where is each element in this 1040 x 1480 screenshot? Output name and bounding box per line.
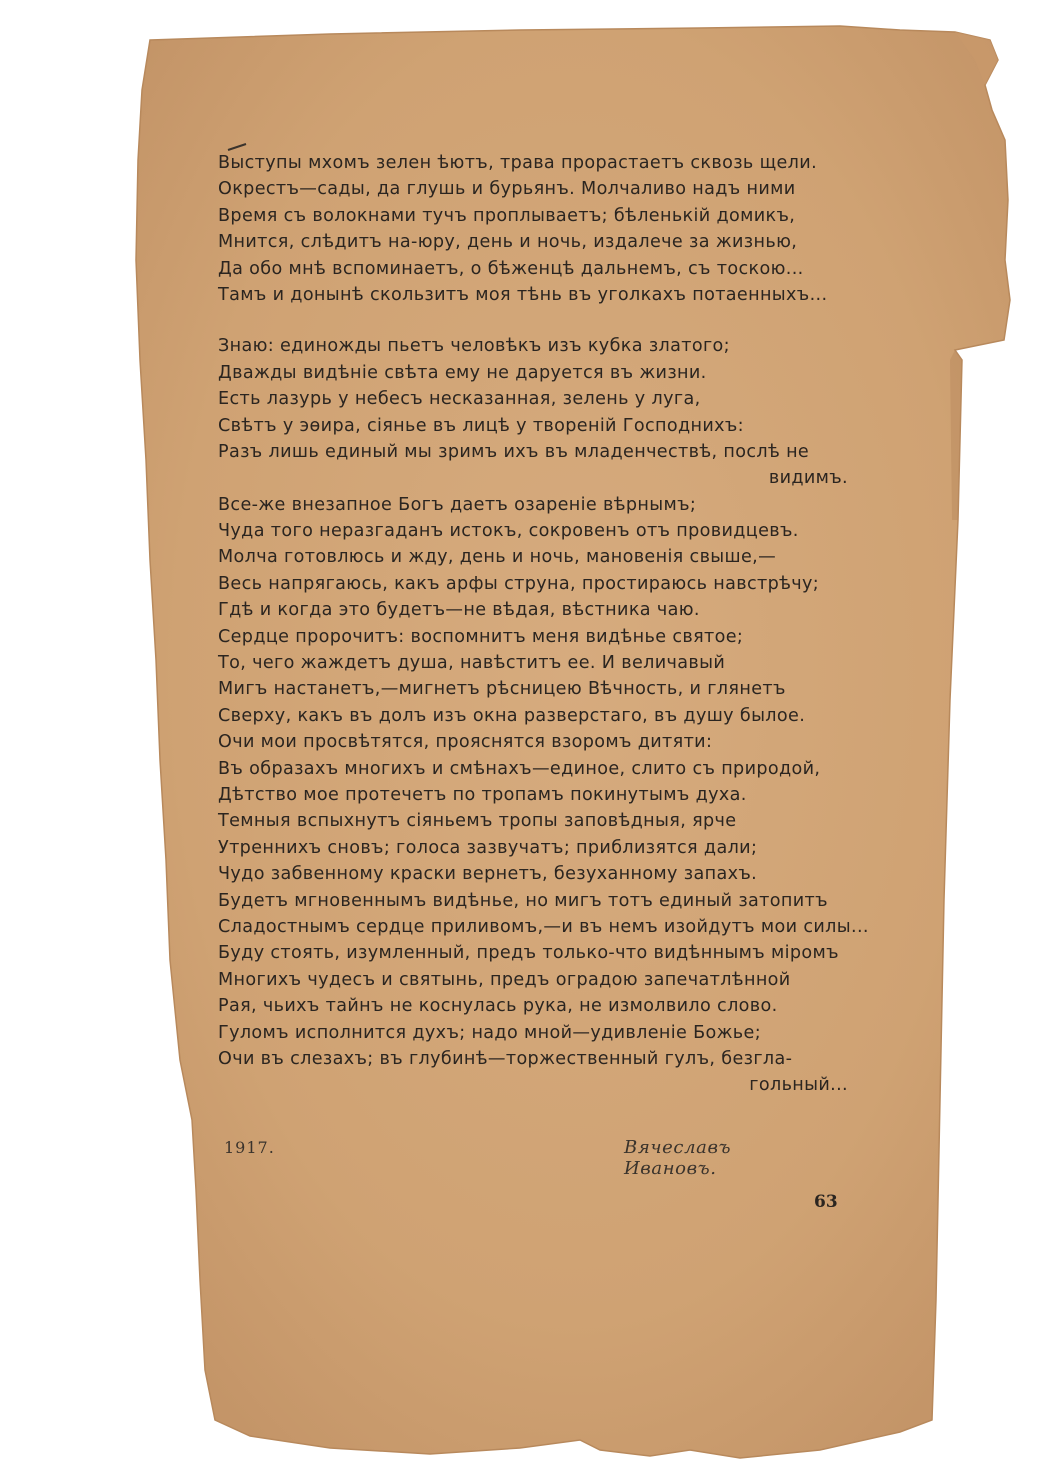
- poem-line: Чуда того неразгаданъ истокъ, сокровенъ отъ провидцевъ.: [218, 521, 799, 542]
- poem-line: Все-же внезапное Богъ даетъ озареніе вѣрнымъ;: [218, 494, 697, 515]
- poem-line: Очи въ слезахъ; въ глубинѣ—торжественный гулъ, безгла-: [218, 1048, 793, 1069]
- poem-line-continuation: видимъ.: [768, 468, 848, 489]
- poem-line: Есть лазурь у небесъ несказанная, зелень у луга,: [218, 389, 701, 410]
- poem-line: Весь напрягаюсь, какъ арфы струна, простираюсь навстрѣчу;: [218, 573, 820, 594]
- poem-line: Гуломъ исполнится духъ; надо мной—удивленіе Божье;: [218, 1022, 761, 1043]
- poem-line: Очи мои просвѣтятся, прояснятся взоромъ дитяти:: [218, 732, 713, 753]
- poem-line: Буду стоять, изумленный, предъ только-что видѣннымъ міромъ: [218, 943, 839, 964]
- poem-line: Да обо мнѣ вспоминаетъ, о бѣженцѣ дальнемъ, съ тоскою...: [218, 258, 804, 279]
- poem-line: Сладостнымъ сердце приливомъ,—и въ немъ изойдутъ мои силы...: [218, 916, 869, 937]
- poem-date: 1917.: [224, 1138, 275, 1157]
- poem-line: Время съ волокнами тучъ проплываетъ; бѣленькій домикъ,: [218, 205, 796, 226]
- poem-line: Будетъ мгновеннымъ видѣнье, но мигъ тотъ единый затопитъ: [218, 890, 828, 911]
- stanza-gap: [218, 308, 868, 333]
- poem-line: Дважды видѣніе свѣта ему не даруется въ жизни.: [218, 362, 707, 383]
- poem-line: Выступы мхомъ зелен ѣютъ, трава прорастаетъ сквозь щели.: [218, 153, 818, 173]
- poem-line: Мигъ настанетъ,—мигнетъ рѣсницею Вѣчность, и глянетъ: [218, 679, 786, 700]
- poem-line: Темныя вспыхнутъ сіяньемъ тропы заповѣдныя, ярче: [218, 811, 737, 832]
- poem-line-continuation: гольный...: [749, 1075, 848, 1096]
- poem-line: То, чего жаждетъ душа, навѣститъ ее. И величавый: [218, 653, 726, 674]
- page-number: 63: [814, 1192, 838, 1212]
- poem-line: Рая, чьихъ тайнъ не коснулась рука, не измолвило слово.: [218, 996, 778, 1017]
- poem-line: Многихъ чудесъ и святынь, предъ оградою запечатлѣнной: [218, 969, 791, 990]
- poem-line: Знаю: единожды пьетъ человѣкъ изъ кубка златого;: [218, 336, 730, 357]
- poem-line: Разъ лишь единый мы зримъ ихъ въ младенчествѣ, послѣ не: [218, 441, 810, 462]
- poem-body: [218, 150, 868, 1099]
- poem-line: Сердце пророчитъ: воспомнитъ меня видѣнье святое;: [218, 626, 744, 647]
- poem-line: Чудо забвенному краски вернетъ, безуханному запахъ.: [218, 864, 758, 885]
- poem-line: Утреннихъ сновъ; голоса зазвучатъ; приблизятся дали;: [218, 837, 758, 858]
- poem-line: Дѣтство мое протечетъ по тропамъ покинутымъ духа.: [218, 784, 747, 805]
- poem-line: Окрестъ—сады, да глушь и бурьянъ. Молчаливо надъ ними: [218, 179, 796, 200]
- poem-line: Сверху, какъ въ долъ изъ окна разверстаго, въ душу былое.: [218, 705, 806, 726]
- poem-footer: [224, 1137, 824, 1179]
- poem-line: Свѣтъ у эѳира, сіянье въ лицѣ у твореній Господнихъ:: [218, 415, 744, 436]
- poem-stanza: [218, 333, 868, 1098]
- poem-line: Тамъ и донынѣ скользитъ моя тѣнь въ уголкахъ потаенныхъ...: [218, 284, 828, 305]
- poem-line: Гдѣ и когда это будетъ—не вѣдая, вѣстника чаю.: [218, 600, 700, 621]
- poem-line: Молча готовлюсь и жду, день и ночь, мановенія свыше,—: [218, 547, 777, 568]
- poem-line: Въ образахъ многихъ и смѣнахъ—единое, слито съ природой,: [218, 758, 821, 779]
- poem-stanza: [218, 150, 868, 308]
- author-signature: Вячеславъ Ивановъ.: [624, 1137, 732, 1179]
- poem-line: Мнится, слѣдитъ на-юру, день и ночь, издалече за жизнью,: [218, 232, 798, 253]
